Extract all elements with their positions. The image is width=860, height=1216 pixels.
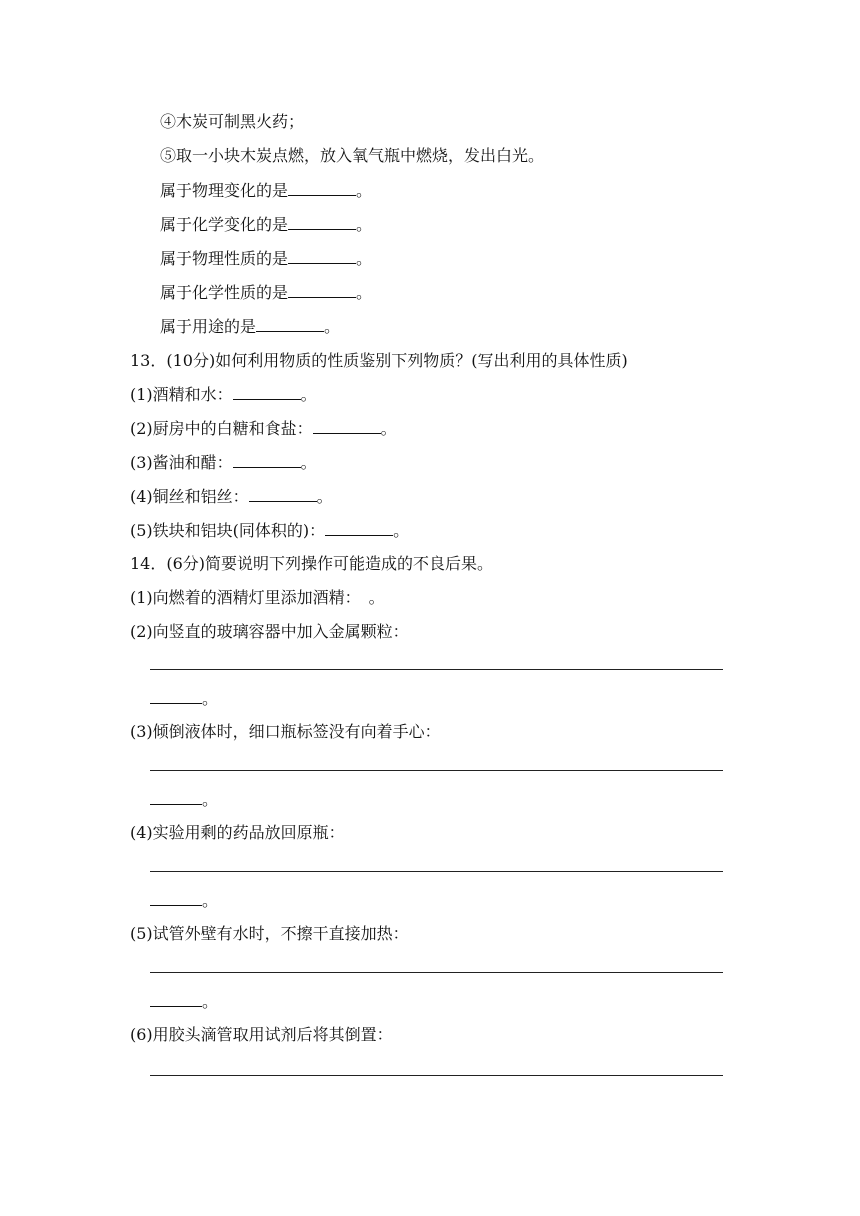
q13-item-5 [130, 521, 409, 541]
q14-item-4 [130, 823, 345, 843]
question-text: 14．(6分)简要说明下列操作可能造成的不良后果。 [130, 554, 494, 573]
question-text: 13．(10分)如何利用物质的性质鉴别下列物质？(写出利用的具体性质) [130, 351, 628, 370]
answer-line[interactable] [150, 972, 723, 973]
item-text: (5)试管外壁有水时，不擦干直接加热： [130, 924, 409, 943]
answer-line[interactable] [150, 669, 723, 670]
answer-line[interactable] [150, 871, 723, 872]
item-text: (6)用胶头滴管取用试剂后将其倒置： [130, 1025, 393, 1044]
fill-physical-property [160, 249, 372, 269]
q13-item-1 [130, 385, 317, 405]
answer-line[interactable] [150, 1075, 723, 1076]
answer-blank[interactable] [150, 891, 202, 906]
answer-blank[interactable] [249, 487, 317, 502]
q13-item-4 [130, 487, 333, 507]
fill-physical-change [160, 181, 372, 201]
q13-item-3 [130, 453, 317, 473]
item-text: (4)铜丝和铝丝： [130, 487, 249, 506]
q14-item-5 [130, 924, 409, 944]
prompt-text: 属于化学性质的是 [160, 283, 289, 302]
period: 。 [356, 181, 373, 200]
period: 。 [356, 249, 373, 268]
answer-blank[interactable] [313, 419, 381, 434]
answer-line-end [150, 689, 218, 709]
answer-blank[interactable] [288, 283, 356, 298]
item-text: (2)向竖直的玻璃容器中加入金属颗粒： [130, 622, 409, 641]
answer-blank[interactable] [150, 992, 202, 1007]
item-text: (3)倾倒液体时，细口瓶标签没有向着手心： [130, 722, 441, 741]
answer-blank[interactable] [256, 317, 324, 332]
period: 。 [202, 689, 219, 708]
prompt-text: 属于化学变化的是 [160, 215, 289, 234]
answer-blank[interactable] [233, 453, 301, 468]
answer-blank[interactable] [288, 215, 356, 230]
period: 。 [300, 453, 317, 472]
item-text: (1)酒精和水： [130, 385, 233, 404]
q14-item-1 [130, 588, 385, 608]
answer-blank[interactable] [325, 521, 393, 536]
period: 。 [393, 521, 410, 540]
q13-item-2 [130, 419, 397, 439]
statement-5 [160, 146, 544, 166]
period: 。 [202, 790, 219, 809]
item-text: (2)厨房中的白糖和食盐： [130, 419, 313, 438]
q14-stem [130, 554, 493, 574]
answer-line-end [150, 992, 218, 1012]
fill-chemical-property [160, 283, 372, 303]
item-text: (4)实验用剩的药品放回原瓶： [130, 823, 345, 842]
answer-line-end [150, 790, 218, 810]
period: 。 [202, 891, 219, 910]
statement-4 [160, 112, 304, 132]
period: 。 [380, 419, 397, 438]
answer-blank[interactable] [233, 385, 301, 400]
period: 。 [324, 317, 341, 336]
q14-item-3 [130, 722, 441, 742]
prompt-text: 属于物理变化的是 [160, 181, 289, 200]
period: 。 [202, 992, 219, 1011]
item-text: (3)酱油和醋： [130, 453, 233, 472]
prompt-text: 属于物理性质的是 [160, 249, 289, 268]
period: 。 [316, 487, 333, 506]
answer-blank[interactable] [288, 249, 356, 264]
statement-text: ④木炭可制黑火药； [160, 112, 305, 131]
q13-stem [130, 351, 628, 371]
period: 。 [356, 283, 373, 302]
item-text: (5)铁块和铝块(同体积的)： [130, 521, 326, 540]
answer-line-end [150, 891, 218, 911]
statement-text: ⑤取一小块木炭点燃，放入氧气瓶中燃烧，发出白光。 [160, 146, 545, 165]
answer-blank[interactable] [150, 790, 202, 805]
fill-chemical-change [160, 215, 372, 235]
item-text: (1)向燃着的酒精灯里添加酒精： 。 [130, 588, 385, 607]
q14-item-6 [130, 1025, 393, 1045]
q14-item-2 [130, 622, 409, 642]
answer-line[interactable] [150, 770, 723, 771]
prompt-text: 属于用途的是 [160, 317, 257, 336]
period: 。 [300, 385, 317, 404]
period: 。 [356, 215, 373, 234]
answer-blank[interactable] [288, 181, 356, 196]
fill-usage [160, 317, 340, 337]
answer-blank[interactable] [150, 689, 202, 704]
